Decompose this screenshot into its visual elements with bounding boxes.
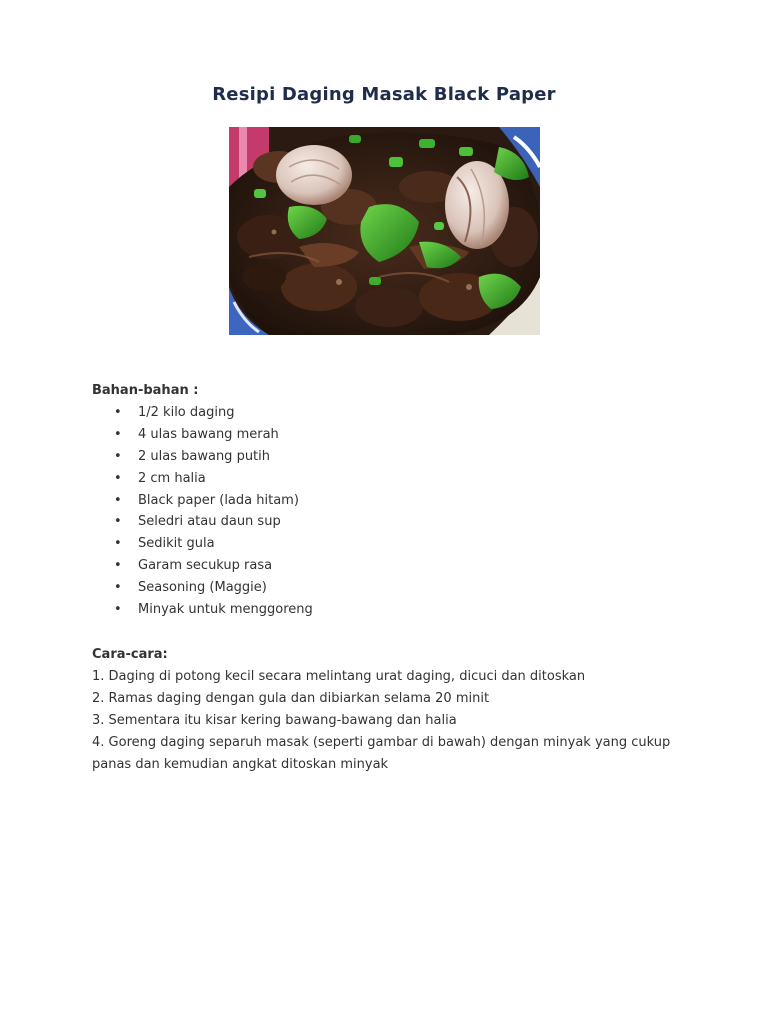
bullet-icon: • [114,470,122,486]
recipe-photo [229,127,540,335]
ingredient-text: 2 cm halia [138,470,206,486]
food-photo-icon [229,127,540,335]
step-item: 1. Daging di potong kecil secara melintang urat daging, dicuci dan ditoskan [92,669,586,684]
ingredient-text: 4 ulas bawang merah [138,426,279,442]
ingredient-text: 2 ulas bawang putih [138,448,271,464]
ingredient-text: 1/2 kilo daging [138,405,235,420]
bullet-icon: • [114,448,122,464]
list-item [92,446,313,468]
step-item: 4. Goreng daging separuh masak (seperti gambar di bawah) dengan minyak yang cukup panas dan kemudian angkat ditoskan minyak [92,734,671,772]
step-item: 2. Ramas daging dengan gula dan dibiarkan selama 20 minit [92,690,490,706]
bullet-icon: • [114,405,122,420]
bullet-icon: • [114,514,122,530]
list-item [92,533,313,555]
ingredients-list [92,402,313,621]
list-item [92,555,313,577]
ingredient-text: Minyak untuk menggoreng [138,602,313,618]
bullet-icon: • [114,536,122,552]
list-item [92,490,313,512]
list-item [92,577,313,599]
list-item [92,468,313,490]
ingredient-text: Seasoning (Maggie) [138,580,267,596]
ingredient-text: Garam secukup rasa [138,558,273,574]
list-item [92,599,313,621]
ingredient-text: Black paper (lada hitam) [138,492,299,508]
list-item [92,424,313,446]
bullet-icon: • [114,426,122,442]
bullet-icon: • [114,492,122,508]
bullet-icon: • [114,558,122,574]
list-item [92,402,313,424]
ingredients-heading: Bahan-bahan : [92,383,199,398]
step-item: 3. Sementara itu kisar kering bawang-bawang dan halia [92,712,457,728]
bullet-icon: • [114,602,122,618]
ingredient-text: Sedikit gula [138,536,215,552]
ingredient-text: Seledri atau daun sup [138,514,281,530]
steps-list [92,666,682,776]
page-title: Resipi Daging Masak Black Paper [212,84,556,105]
list-item [92,511,313,533]
bullet-icon: • [114,580,122,596]
steps-heading: Cara-cara: [92,647,168,662]
